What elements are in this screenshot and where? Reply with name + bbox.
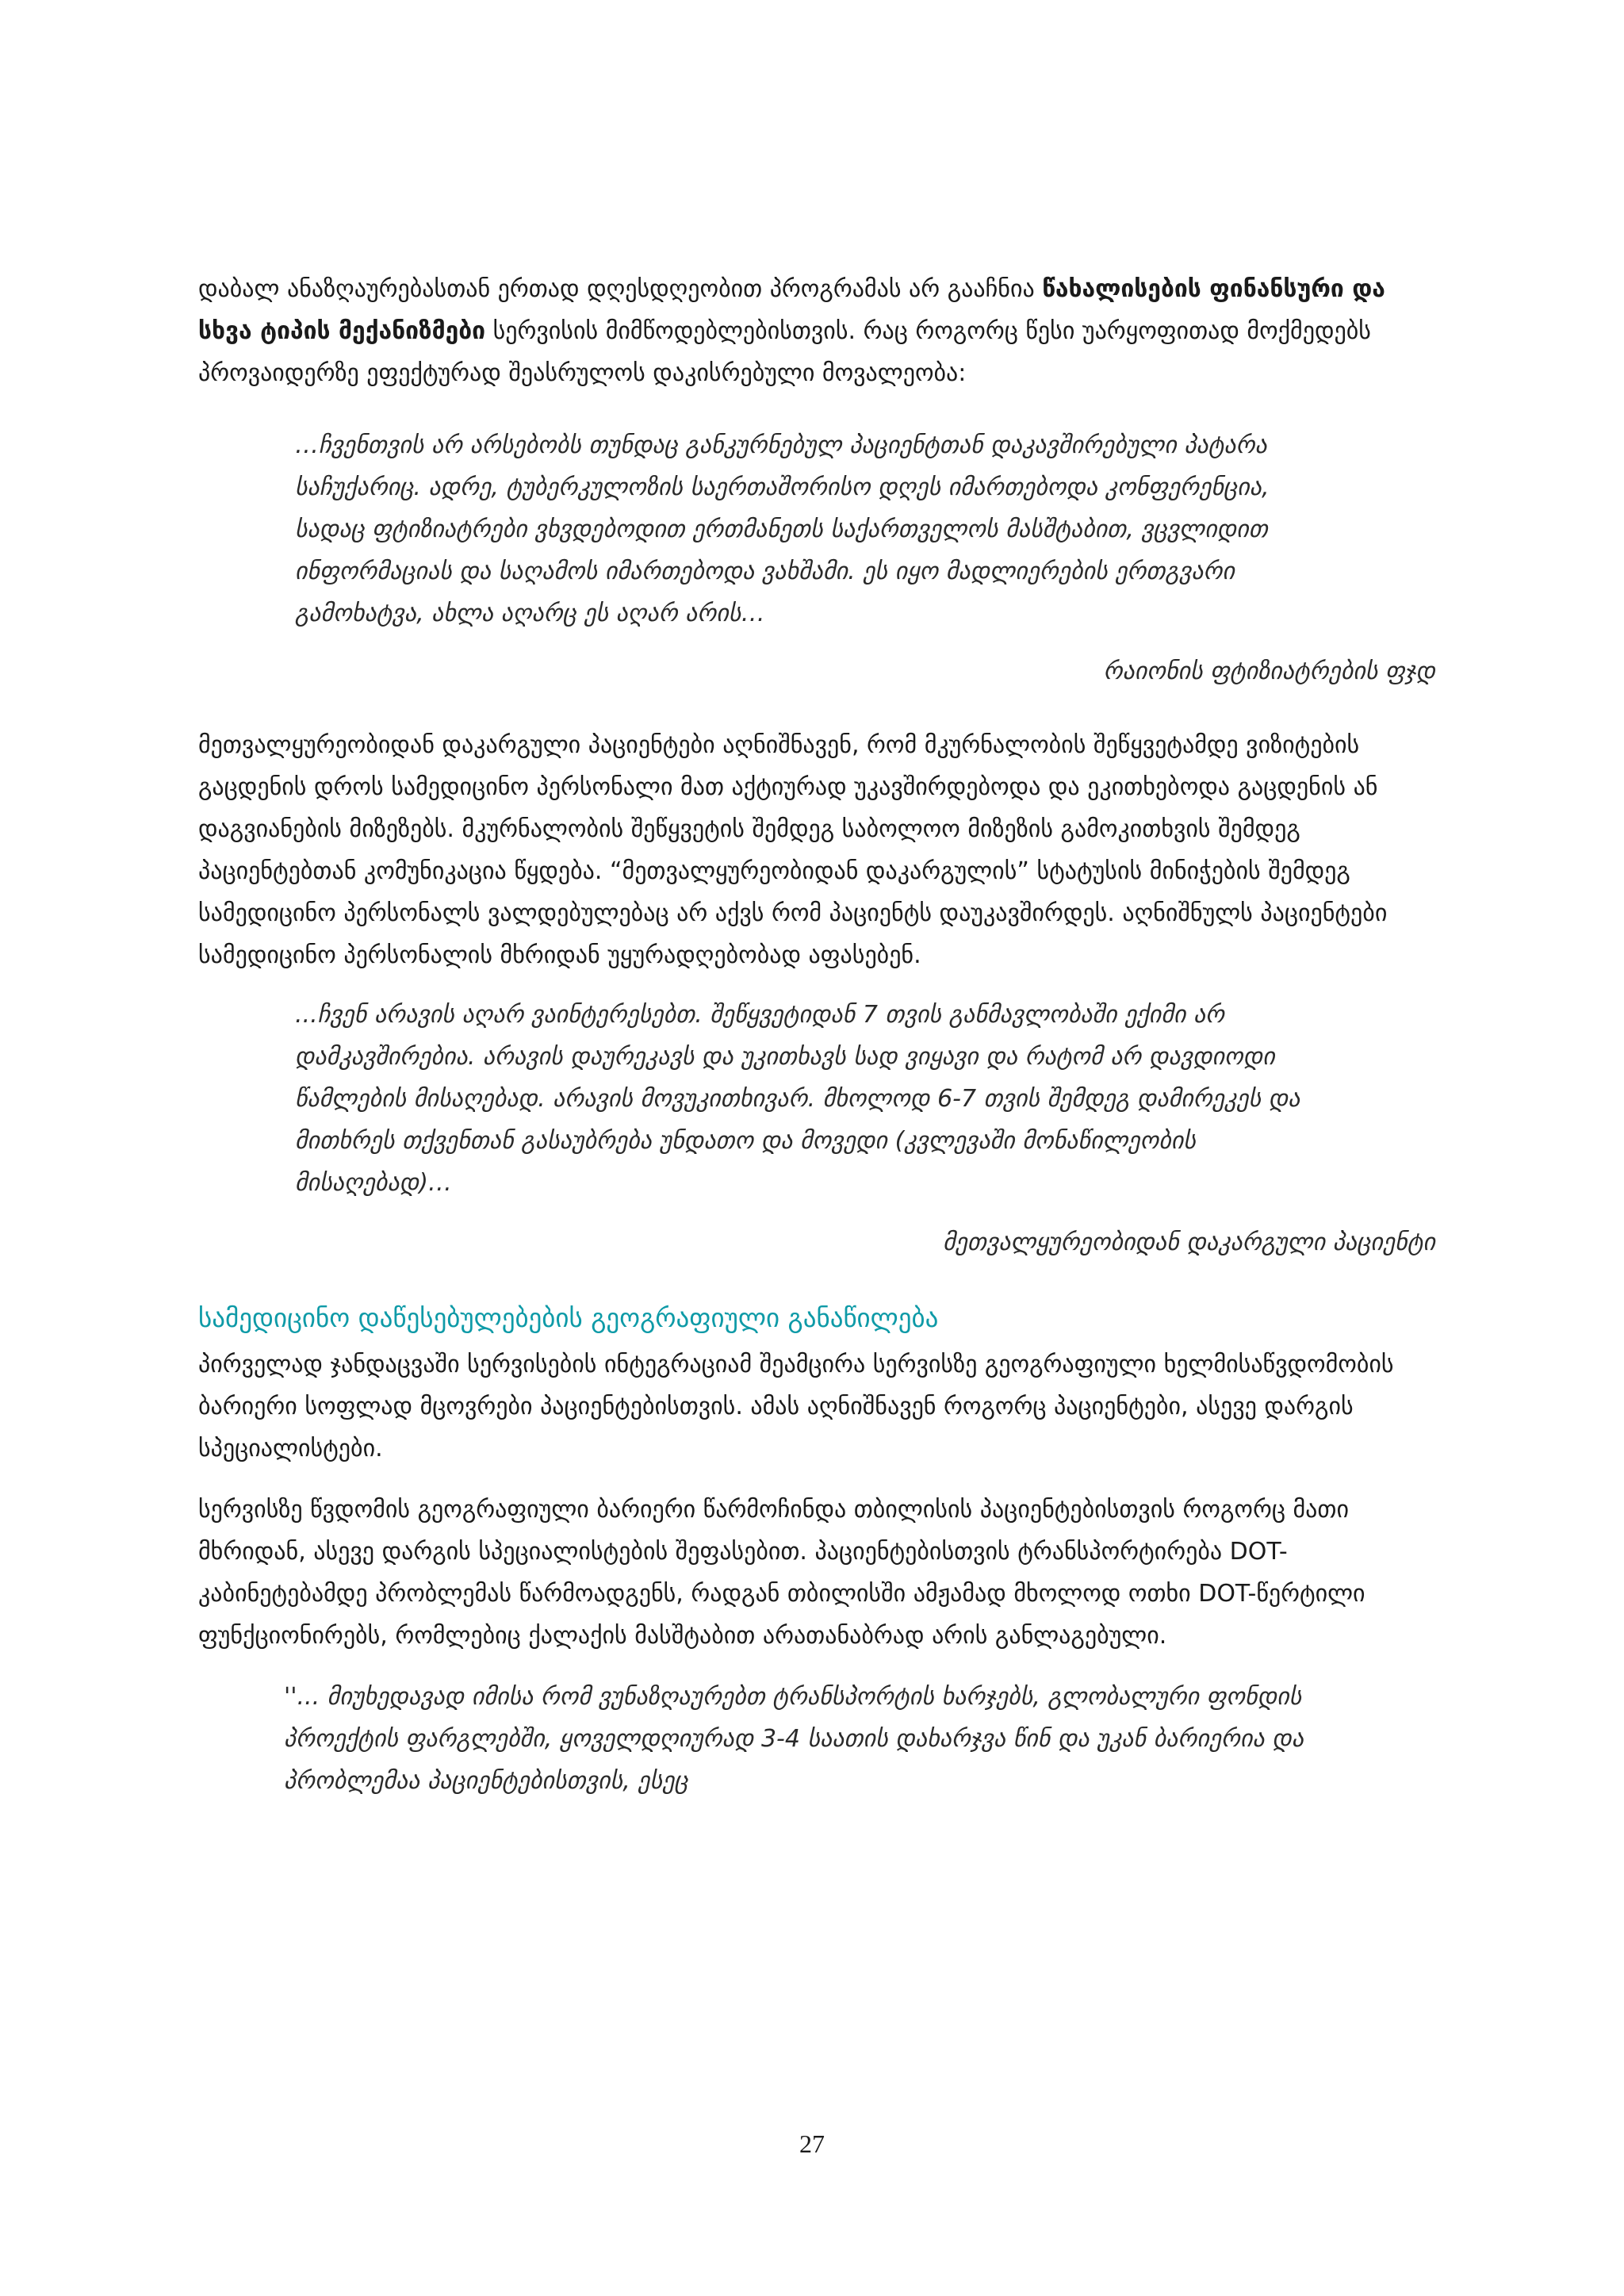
- section-heading: სამედიცინო დაწესებულებების გეოგრაფიული განაწილება: [198, 1302, 939, 1333]
- intro-bold-phrase: წახალისების ფინანსური და სხვა ტიპის მექანიზმები: [198, 275, 1385, 345]
- intro-text-end: სერვისის მიმწოდებლებისთვის. რაც როგორც წესი უარყოფითად მოქმედებს პროვაიდერზე ეფექტურად შეასრულოს დაკისრებული მოვალეობა:: [198, 317, 1371, 387]
- page-number: 27: [799, 2129, 825, 2158]
- quote-fgd-physicians: …ჩვენთვის არ არსებობს თუნდაც განკურნებულ პაციენტთან დაკავშირებული პატარა საჩუქარიც. ადრე, ტუბერკულოზის საერთაშორისო დღეს იმართებოდა კონფერენცია, სადაც ფტიზიატრები ვხვდებოდით ერთმანეთს საქართველოს მასშტაბით, ვცვლიდით ინფორმაციას და საღამოს იმართებოდა ვახშამი. ეს იყო მადლიერების ერთგვარი გამოხატვა, ახლა აღარც ეს აღარ არის…: [295, 431, 1270, 627]
- page-content: [198, 268, 1435, 1802]
- quote-lost-patient-attribution: მეთვალყურეობიდან დაკარგული პაციენტი: [943, 1228, 1435, 1256]
- intro-paragraph: [198, 268, 1435, 394]
- quote-fgd-attribution: რაიონის ფტიზიატრების ფჯდ: [1103, 657, 1435, 685]
- quote-lost-patient: ...ჩვენ არავის აღარ ვაინტერესებთ. შეწყვეტიდან 7 თვის განმავლობაში ექიმი არ დამკავშირებია. არავის დაურეკავს და უკითხავს სად ვიყავი და რატომ არ დავდიოდი წამლების მისაღებად. არავის მოვუკითხივარ. მხოლოდ 6-7 თვის შემდეგ დამირეკეს და მითხრეს თქვენთან გასაუბრება უნდათო და მოვედი (კვლევაში მონაწილეობის მისაღებად)…: [295, 1001, 1300, 1197]
- quote-transport-costs: ''... მიუხედავად იმისა რომ ვუნაზღაურებთ ტრანსპორტის ხარჯებს, გლობალური ფონდის პროექტის ფარგლებში, ყოველდღიურად 3-4 საათის დახარჯვა წინ და უკან ბარიერია და პრობლემაა პაციენტებისთვის, ესეც: [284, 1683, 1304, 1795]
- paragraph-geographic-tbilisi: სერვისზე წვდომის გეოგრაფიული ბარიერი წარმოჩინდა თბილისის პაციენტებისთვის როგორც მათი მხრიდან, ასევე დარგის სპეციალისტების შეფასებით. პაციენტებისთვის ტრანსპორტირება DOT-კაბინეტებამდე პრობლემას წარმოადგენს, რადგან თბილისში ამჟამად მხოლოდ ოთხი DOT-წერტილი ფუნქციონირებს, რომლებიც ქალაქის მასშტაბით არათანაბრად არის განლაგებული.: [198, 1496, 1365, 1650]
- paragraph-geographic-rural: პირველად ჯანდაცვაში სერვისების ინტეგრაციამ შეამცირა სერვისზე გეოგრაფიული ხელმისაწვდომობის ბარიერი სოფლად მცოვრები პაციენტებისთვის. ამას აღნიშნავენ როგორც პაციენტები, ასევე დარგის სპეციალისტები.: [198, 1351, 1394, 1462]
- paragraph-lost-patients: მეთვალყურეობიდან დაკარგული პაციენტები აღნიშნავენ, რომ მკურნალობის შეწყვეტამდე ვიზიტების გაცდენის დროს სამედიცინო პერსონალი მათ აქტიურად უკავშირდებოდა და ეკითხებოდა გაცდენის ან დაგვიანების მიზეზებს. მკურნალობის შეწყვეტის შემდეგ საბოლოო მიზეზის გამოკითხვის შემდეგ პაციენტებთან კომუნიკაცია წყდება. “მეთვალყურეობიდან დაკარგულის” სტატუსის მინიჭების შემდეგ სამედიცინო პერსონალს ვალდებულებაც არ აქვს რომ პაციენტს დაუკავშირდეს. აღნიშნულს პაციენტები სამედიცინო პერსონალის მხრიდან უყურადღებობად აფასებენ.: [198, 731, 1388, 969]
- intro-text-start: დაბალ ანაზღაურებასთან ერთად დღესდღეობით პროგრამას არ გააჩნია: [198, 275, 1043, 303]
